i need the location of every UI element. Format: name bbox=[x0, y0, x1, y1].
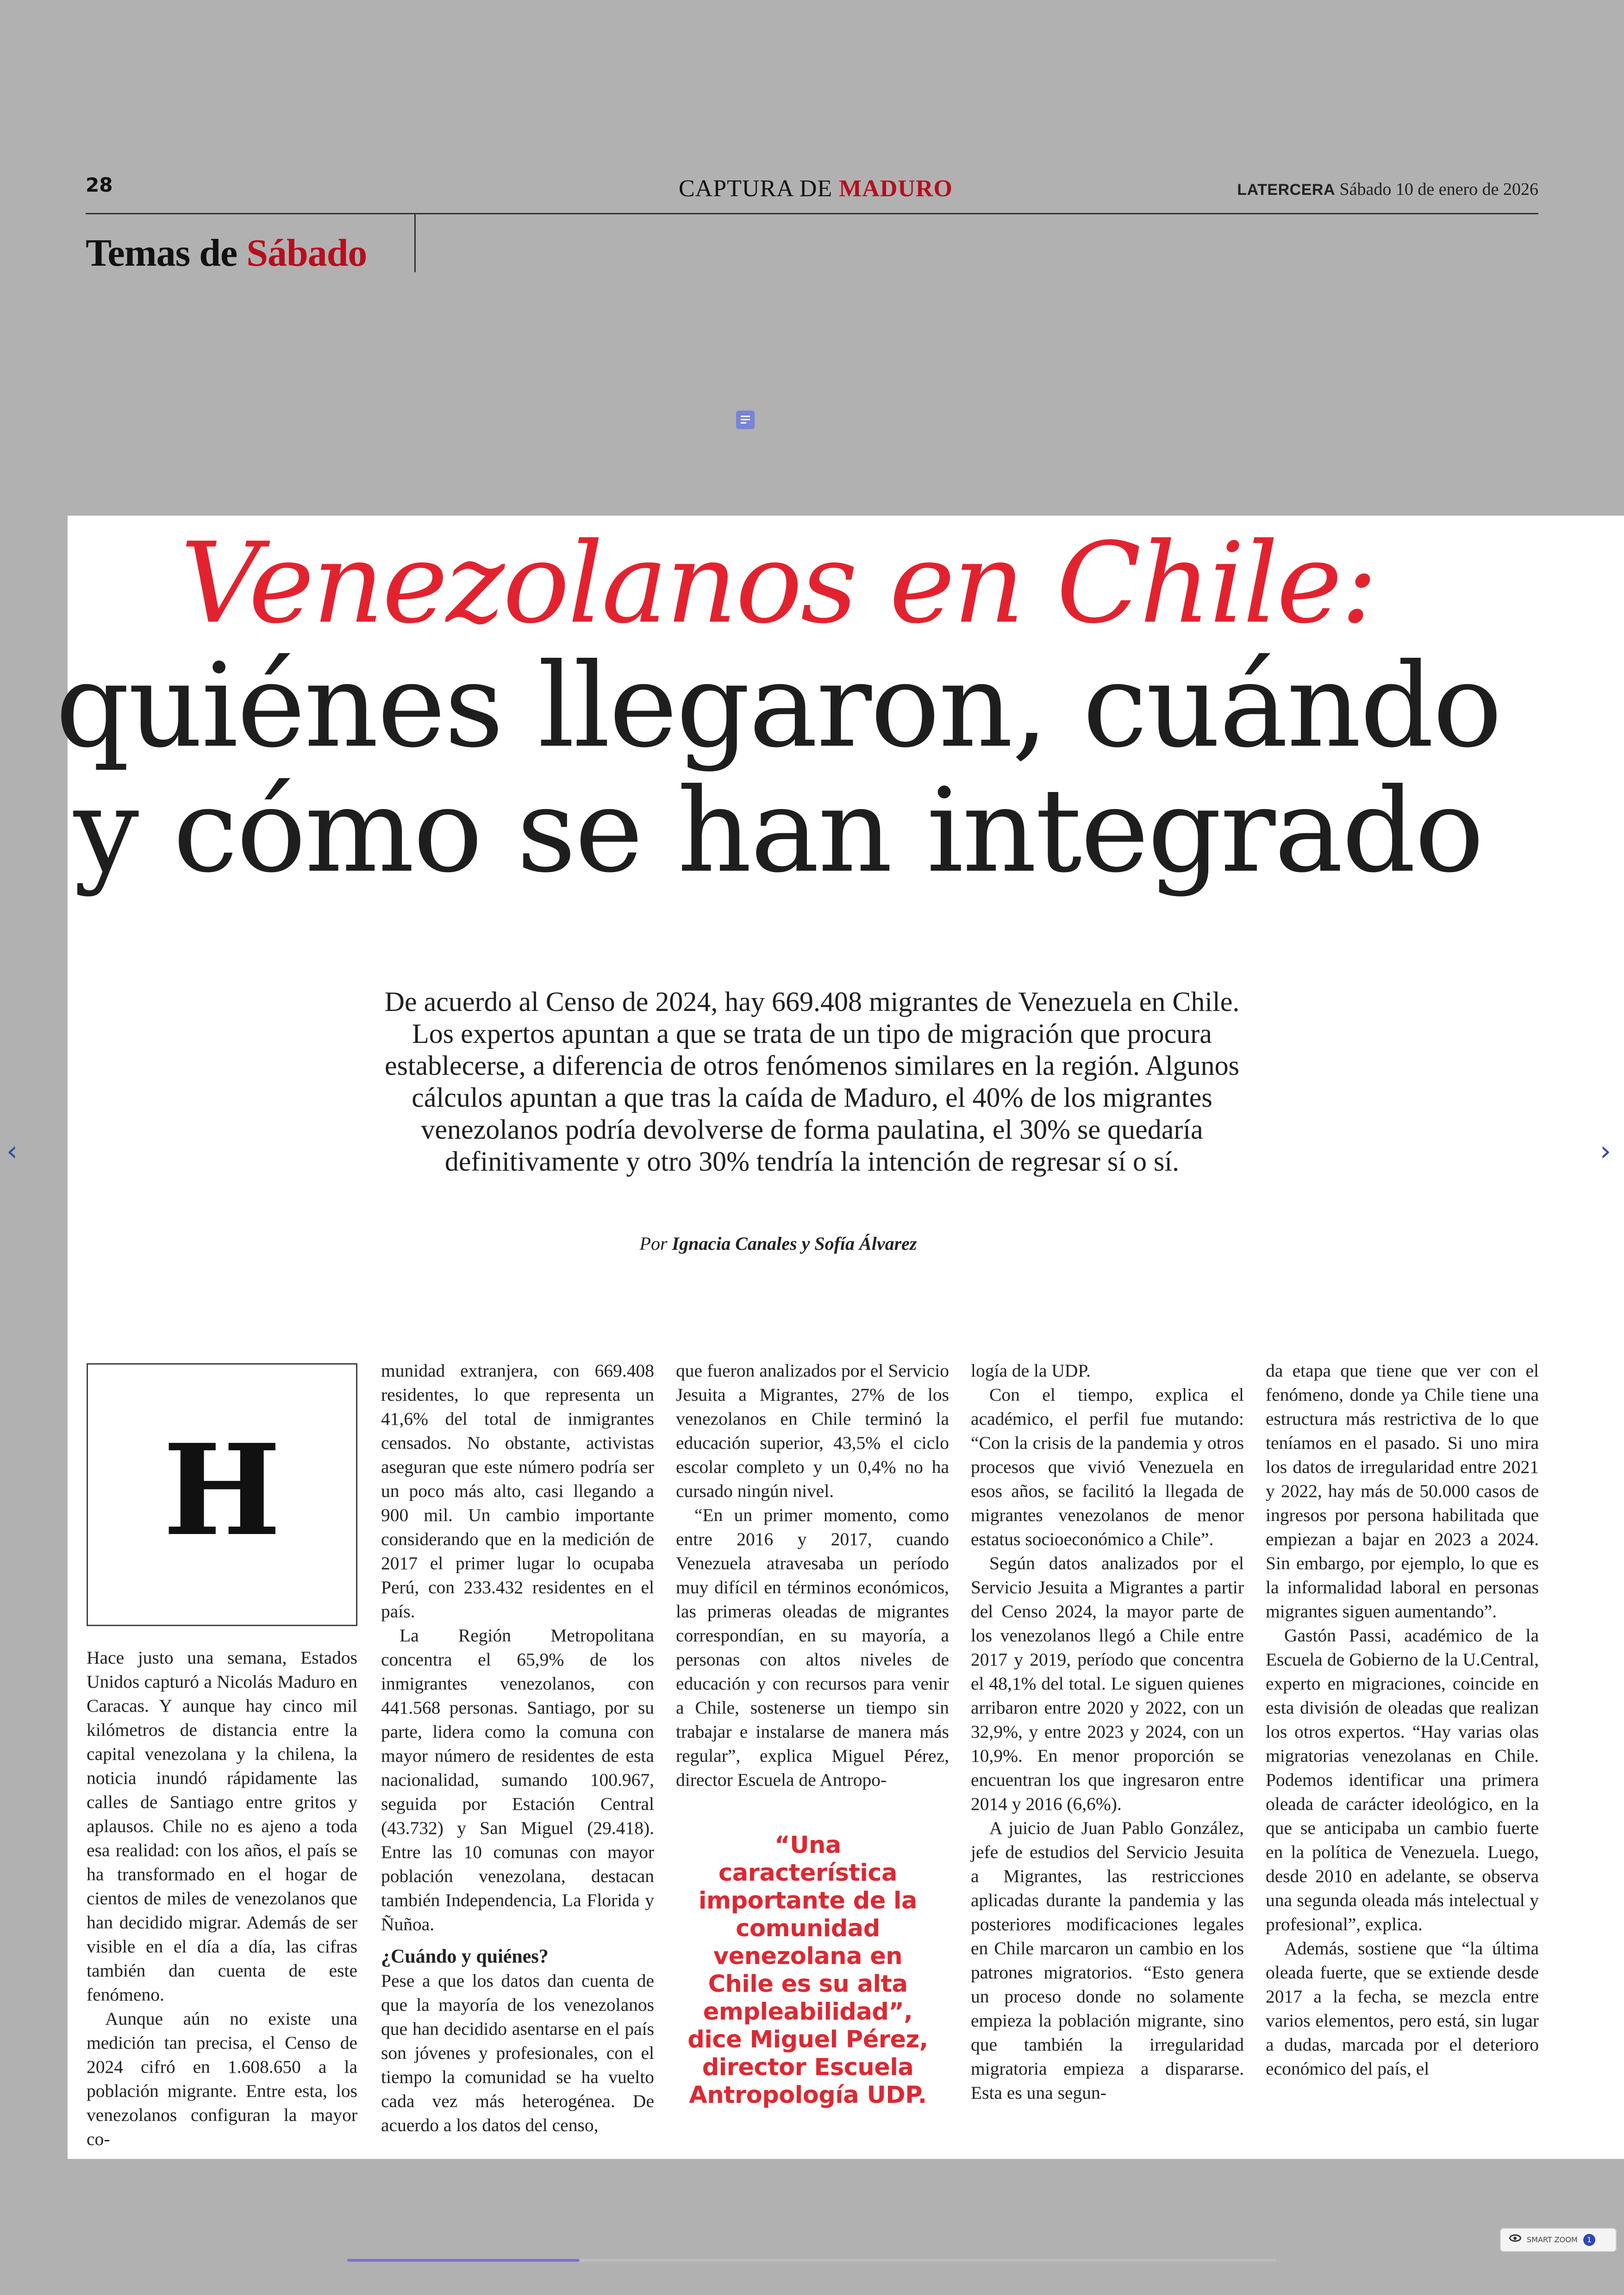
annotation-note-icon[interactable] bbox=[736, 411, 755, 429]
byline bbox=[0, 1233, 1556, 1254]
paragraph: Hace justo una semana, Estados Unidos capturó a Nicolás Maduro en Caracas. Y aunque hay cinco mil kilómetros de distancia entre la capital venezolana y la chilena, la noticia inundó rápidamente las calles de Santiago entre gritos y aplausos. Chile no es ajeno a toda esa realidad: con los años, el país se ha transformado en el hogar de cientos de miles de venezolanos que han decidido migrar. Además de ser visible en el día a día, las cifras también dan cuenta de este fenómeno. bbox=[87, 1647, 357, 2005]
headline-line-1: quiénes llegaron, cuándo bbox=[55, 638, 1501, 773]
article-lead: De acuerdo al Censo de 2024, hay 669.408 migrantes de Venezuela en Chile. Los expertos apuntan a que se trata de un tipo de migración que procura establecerse, a diferencia de otros fenómenos similares en la región. Algunos cálculos apuntan a que tras la caída de Maduro, el 40% de los migrantes venezolanos podría devolverse de forma paulatina, el 30% se quedaría definitivamente y otro 30% tendría la intención de regresar sí o sí. bbox=[384, 986, 1240, 1177]
section-header-prefix: CAPTURA DE bbox=[679, 175, 833, 202]
paragraph: logía de la UDP. bbox=[971, 1360, 1091, 1381]
eye-icon bbox=[1509, 2234, 1521, 2242]
paragraph: Con el tiempo, explica el académico, el perfil fue mutando: “Con la crisis de la pandemia y otros procesos que vivió Venezuela en esos años, se facilitó la llegada de migrantes venezolanos de menor estatus socioeconómico a Chile”. bbox=[971, 1384, 1244, 1549]
paragraph: La Región Metropolitana concentra el 65,9% de los inmigrantes venezolanos, con 441.568 personas. Santiago, por su parte, lidera como la comuna con mayor número de residentes de esta nacionalidad, sumando 100.967, seguida por Estación Central (43.732) y San Miguel (29.418). Entre las 10 comunas con mayor población venezolana, destacan también Independencia, La Florida y Ñuñoa. bbox=[381, 1625, 654, 1934]
drop-cap: H bbox=[162, 1416, 281, 1564]
paragraph: A juicio de Juan Pablo González, jefe de estudios del Servicio Jesuita a Migrantes, las restricciones aplicadas durante la pandemia y las posteriores modificaciones legales en Chile marcaron un cambio en los patrones migratorios. “Esto genera un proceso donde no solamente empieza la población migrante, sino que también la irregularidad migratoria empieza a dispararse. Esta es una segun- bbox=[971, 1818, 1244, 2103]
article-column-5 bbox=[1266, 1359, 1539, 2081]
issue-date: Sábado 10 de enero de 2026 bbox=[1339, 180, 1538, 199]
supplement-prefix: Temas de bbox=[86, 231, 237, 274]
paragraph: da etapa que tiene que ver con el fenómeno, donde ya Chile tiene una estructura más restrictiva de lo que teníamos en el pasado. Si uno mira los datos de irregularidad entre 2021 y 2022, hay más de 50.000 casos de ingresos por persona habilitada que empiezan a bajar en 2023 a 2024. Sin embargo, por ejemplo, lo que es la informalidad laboral en personas migrantes siguen aumentando”. bbox=[1266, 1360, 1539, 1621]
reading-progress-fill bbox=[347, 2259, 580, 2262]
supplement-divider bbox=[414, 214, 416, 272]
pull-quote: “Una característica importante de la comunidad venezolana en Chile es su alta empleabilidad”, dice Miguel Pérez, director Escuela Antropología UDP. bbox=[687, 1832, 928, 2109]
article-column-3 bbox=[676, 1359, 949, 1792]
masthead-date bbox=[1237, 179, 1538, 200]
next-page-icon[interactable]: › bbox=[1600, 1135, 1611, 1167]
article-column-4 bbox=[971, 1359, 1244, 2105]
section-header-highlight: MADURO bbox=[839, 175, 953, 202]
headline-line-2: y cómo se han integrado bbox=[73, 763, 1483, 898]
reading-progress-bar[interactable] bbox=[347, 2259, 1277, 2262]
paragraph: Además, sostiene que “la última oleada fuerte, que se extiende desde 2017 a la fecha, se mezcla entre varios elementos, pero está, sin lugar a dudas, marcada por el deterioro económico del país, el bbox=[1266, 1938, 1539, 2079]
previous-page-icon[interactable]: ‹ bbox=[6, 1135, 18, 1167]
supplement-title bbox=[86, 231, 367, 275]
paragraph: Aunque aún no existe una medición tan precisa, el Censo de 2024 cifró en 1.608.650 a la población migrante. Entre esta, los venezolanos configuran la mayor co- bbox=[87, 2008, 357, 2149]
paragraph: que fueron analizados por el Servicio Jesuita a Migrantes, 27% de los venezolanos en Chile terminó la educación superior, 43,5% el ciclo escolar completo y un 0,4% no ha cursado ningún nivel. bbox=[676, 1360, 949, 1501]
byline-authors: Ignacia Canales y Sofía Álvarez bbox=[672, 1233, 917, 1254]
headline bbox=[0, 638, 1556, 898]
article-column-1 bbox=[87, 1646, 357, 2151]
smart-zoom-label: SMART ZOOM bbox=[1527, 2235, 1578, 2244]
paragraph: munidad extranjera, con 669.408 residentes, lo que representa un 41,6% del total de inmigrantes censados. No obstante, activistas aseguran que este número podría ser un poco más alto, casi llegando a 900 mil. Un cambio importante considerando que en la medición de 2017 el primer lugar lo ocupaba Perú, con 233.432 residentes en el país. bbox=[381, 1360, 654, 1621]
paragraph: Según datos analizados por el Servicio Jesuita a Migrantes a partir del Censo 2024, la mayor parte de los venezolanos llegó a Chile entre 2017 y 2019, período que concentra el 48,1% del total. Le siguen quienes arribaron entre 2020 y 2022, con un 32,9%, y entre 2023 y 2024, con un 10,9%. En menor proporción se encuentran los que ingresaron entre 2014 y 2016 (6,6%). bbox=[971, 1553, 1244, 1814]
section-header bbox=[679, 175, 953, 202]
smart-zoom-button[interactable] bbox=[1500, 2228, 1617, 2252]
paragraph: “En un primer momento, como entre 2016 y 2017, cuando Venezuela atravesaba un período muy difícil en términos económicos, las primeras oleadas de migrantes correspondían, en su mayoría, a personas con altos niveles de educación y con recursos para venir a Chile, sostenerse un tiempo sin trabajar e instalarse de manera más regular”, explica Miguel Pérez, director Escuela de Antropo- bbox=[676, 1505, 949, 1790]
paragraph: Gastón Passi, académico de la Escuela de Gobierno de la U.Central, experto en migraciones, coincide en esta división de oleadas que realizan los otros expertos. “Hay varias olas migratorias venezolanas en Chile. Podemos identificar una primera oleada de carácter ideológico, en la que se anticipaba un cambio fuerte en la política de Venezuela. Luego, desde 2010 en adelante, se observa una segunda oleada más intelectual y profesional”, explica. bbox=[1266, 1625, 1539, 1934]
article-column-2 bbox=[381, 1359, 654, 2137]
brand-name: LATERCERA bbox=[1237, 181, 1335, 199]
supplement-highlight: Sábado bbox=[246, 231, 367, 274]
subheading: ¿Cuándo y quiénes? bbox=[381, 1946, 549, 1967]
header-rule bbox=[86, 213, 1538, 214]
paragraph: Pese a que los datos dan cuenta de que la mayoría de los venezolanos que han decidido asentarse en el país son jóvenes y profesionales, con el tiempo la comunidad se ha vuelto cada vez más heterogénea. De acuerdo a los datos del censo, bbox=[381, 1971, 654, 2135]
drop-cap-box bbox=[87, 1363, 357, 1626]
headline-highlight: Venezolanos en Chile: bbox=[180, 518, 1376, 648]
smart-zoom-badge: 1 bbox=[1583, 2234, 1595, 2246]
page-number: 28 bbox=[86, 174, 113, 196]
byline-prefix: Por bbox=[639, 1233, 668, 1254]
